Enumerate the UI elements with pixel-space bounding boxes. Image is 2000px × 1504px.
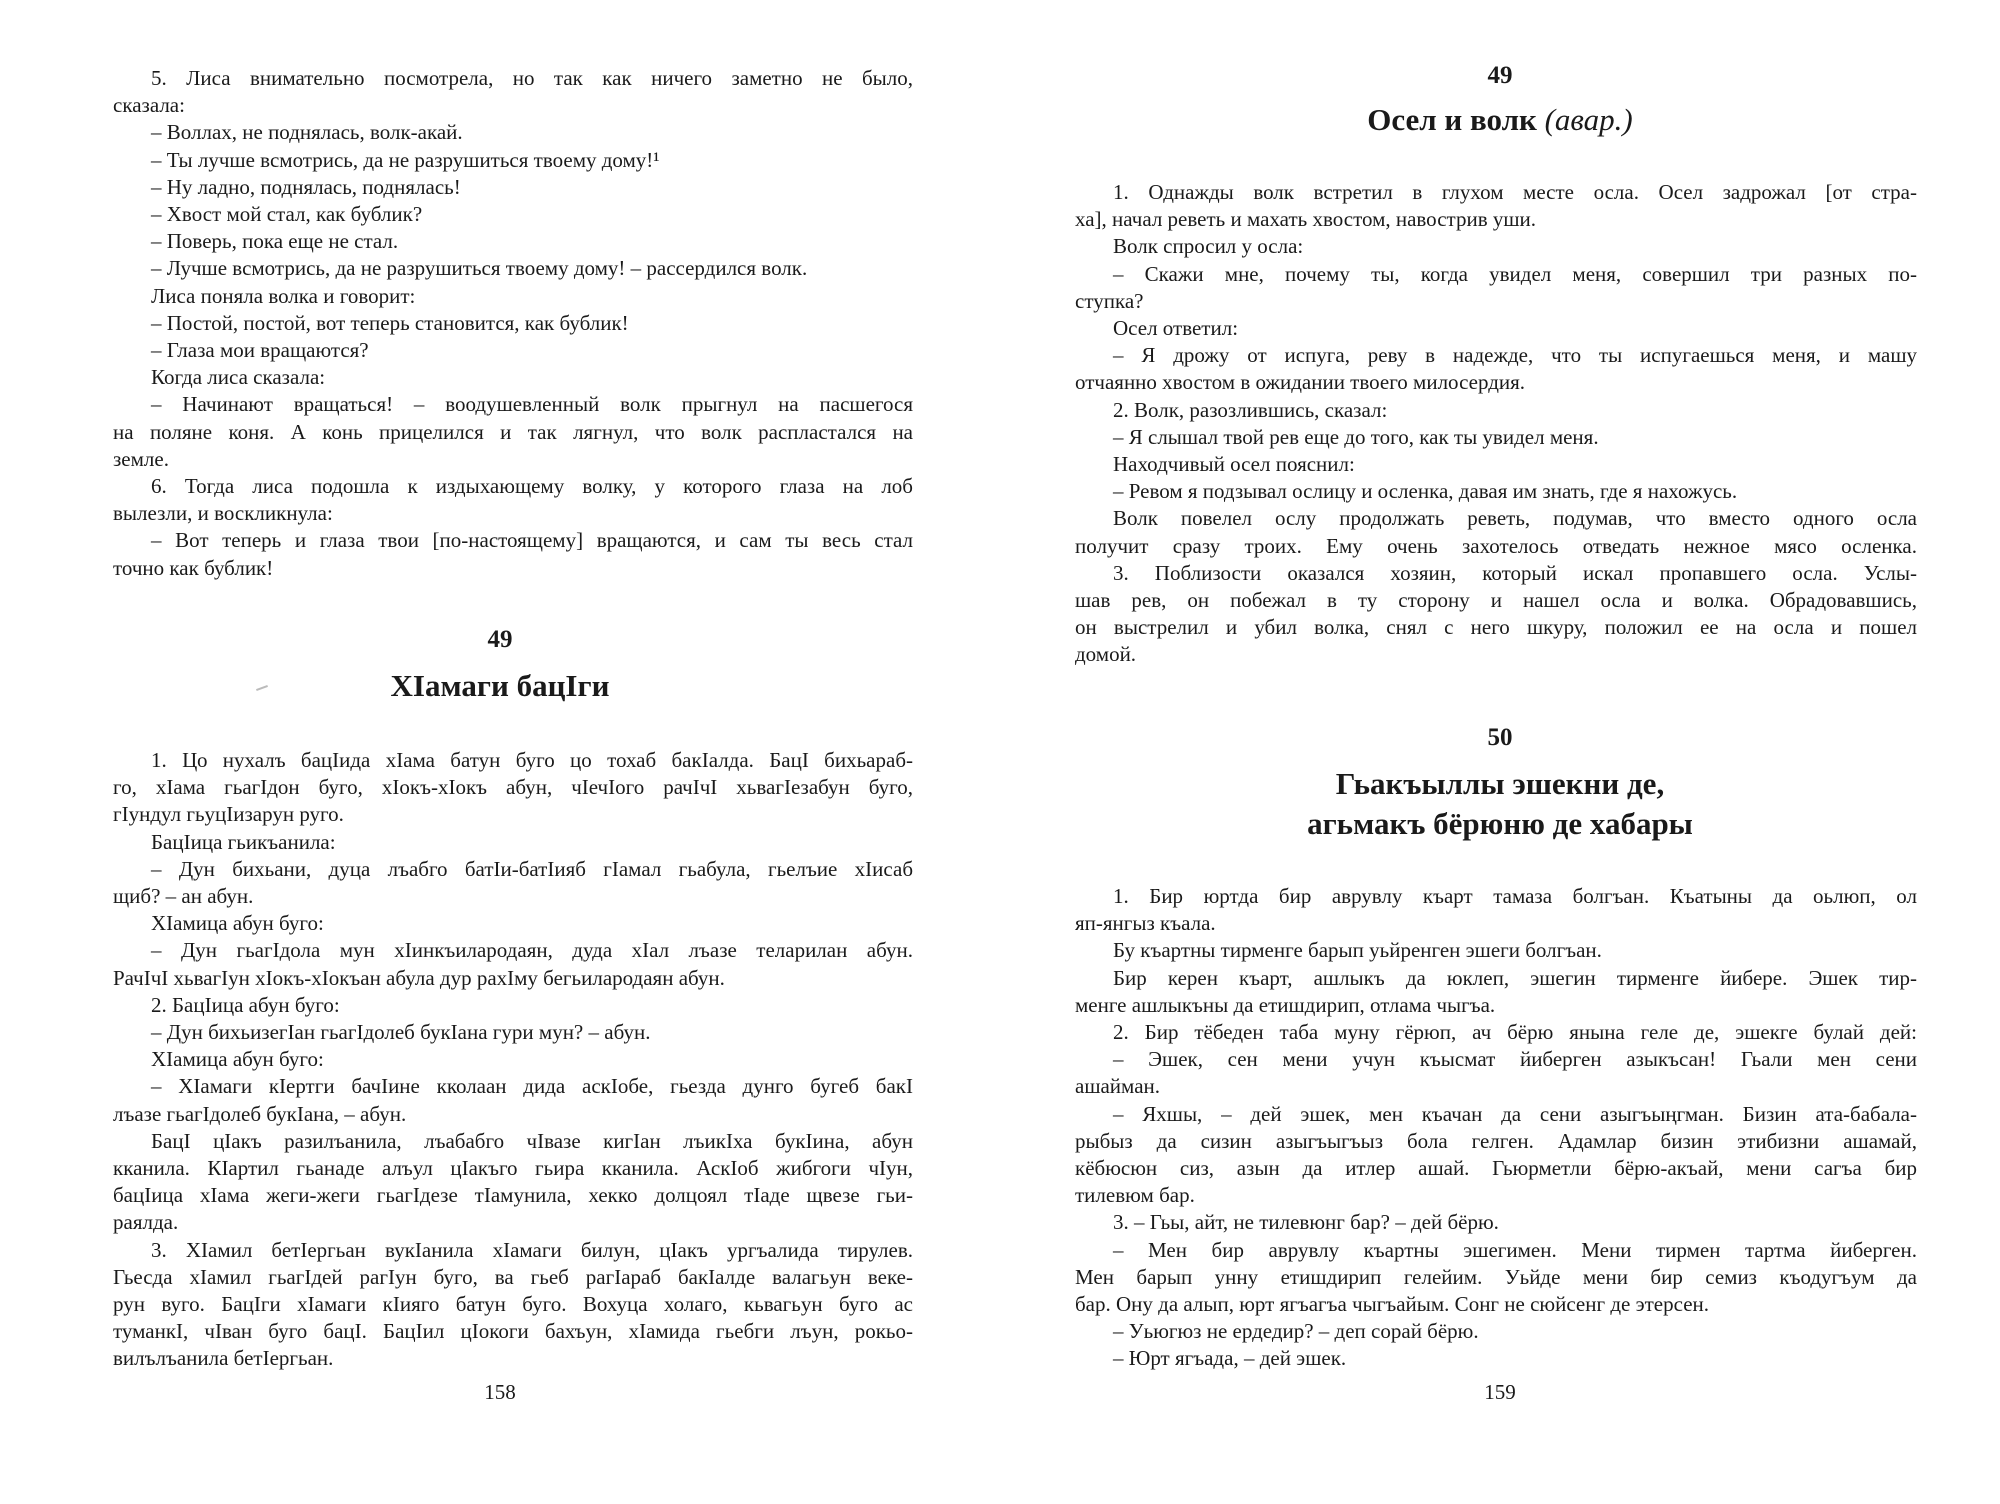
right-story1-number: 49	[1487, 62, 1513, 89]
text-line: ашайман.	[1075, 1074, 1161, 1099]
text-line: – Ну ладно, поднялась, поднялась!	[151, 174, 461, 199]
right-story2-title-line1: Гьакъыллы эшекни де,	[1335, 766, 1665, 801]
left-story-title: ХIамаги бацIги	[390, 668, 610, 703]
text-line: РачIчI хьвагIун хIокъ-хIокъан абула дур рахIму бегьилародаян абун.	[113, 965, 725, 990]
text-line: на поляне коня. А конь прицелился и так лягнул, что волк распластался на	[113, 419, 913, 444]
text-line: раялда.	[113, 1210, 179, 1235]
text-line: – Скажи мне, почему ты, когда увидел меня, совершил три разных по-	[1113, 261, 1917, 286]
right-story2-title-line2: агьмакъ бёрюню де хабары	[1307, 806, 1693, 841]
text-line: яп-янгыз къала.	[1075, 911, 1216, 936]
text-line: вилълъанила бетIергьан.	[113, 1346, 334, 1371]
text-line: – Поверь, пока еще не стал.	[151, 229, 399, 254]
text-line: – Я дрожу от испуга, реву в надежде, что ты испугаешься меня, и машу	[1113, 343, 1917, 368]
text-line: 6. Тогда лиса подошла к издыхающему волку, у которого глаза на лоб	[151, 474, 913, 498]
text-line: лъазе гьагIдолеб букIана, – абун.	[113, 1101, 407, 1126]
text-line: – Эшек, сен мени учун къысмат йиберген азыкъсан! Гьали мен сени	[1113, 1047, 1917, 1072]
text-line: – Глаза мои вращаются?	[151, 338, 369, 362]
text-line: 2. БацIица абун буго:	[151, 992, 340, 1017]
text-line: Бу къартны тирменге барып уьйренген эшеги болгъан.	[1113, 938, 1602, 963]
text-line: бар. Ону да алып, юрт ягъагъа чыгъайым. Сонг не сюйсенг де этерсен.	[1075, 1292, 1709, 1316]
text-line: БацI цIакъ разилъанила, лъабабго чIвазе кигIан лъикIха букIина, абун	[151, 1128, 913, 1153]
text-line: 1. Однажды волк встретил в глухом месте осла. Осел задрожал [от стра-	[1113, 180, 1917, 204]
right-story1-title	[1000, 100, 2000, 140]
left-story-number: 49	[487, 626, 513, 653]
text-line: Находчивый осел пояснил:	[1113, 452, 1355, 476]
text-line: тилевюм бар.	[1075, 1183, 1195, 1208]
text-line: точно как бублик!	[113, 555, 274, 580]
text-line: вылезли, и воскликнула:	[113, 501, 333, 526]
text-line: ХIамица абун буго:	[151, 1047, 324, 1072]
text-line: – Дун бихьизегIан гьагIдолеб букIана гури мун? – абун.	[151, 1020, 651, 1044]
text-line: менге ашлыкъны да етишдирип, отлама чыгъа.	[1075, 992, 1496, 1017]
right-page	[1000, 0, 2000, 1504]
text-line: получит сразу троих. Ему очень захотелось отведать нежное мясо осленка.	[1075, 533, 1917, 558]
right-page-number: 159	[1484, 1380, 1516, 1404]
text-line: кканила. КIартил гьанаде алъул цIакъго гьира кканила. АскIоб жибгоги чIун,	[113, 1156, 913, 1180]
text-line: го, хIама гьагIдон буго, хIокъ-хIокъ абун, чIечIого рачIчI хьвагIезабун буго,	[113, 775, 913, 800]
text-line: – Я слышал твой рев еще до того, как ты увидел меня.	[1113, 424, 1599, 449]
text-line: Волк повелел ослу продолжать реветь, подумав, что вместо одного осла	[1113, 506, 1917, 531]
text-line: – Дун бихьани, дуца лъабго батIи-батIияб гIамал гьабула, гьелъие хIисаб	[151, 856, 913, 881]
text-line: – Ревом я подзывал ослицу и осленка, давая им знать, где я нахожусь.	[1113, 479, 1738, 504]
text-line: 1. Бир юртда бир аврувлу къарт тамаза болгъан. Къатыны да оьлюп, ол	[1113, 884, 1917, 908]
text-line: отчаянно хвостом в ожидании твоего милосердия.	[1075, 370, 1526, 395]
text-line: 3. Поблизости оказался хозяин, который искал пропавшего осла. Услы-	[1113, 560, 1917, 585]
text-line: Мен барып унну етишдирип гелейим. Уьйде мени бир семиз къодугъум да	[1075, 1264, 1917, 1289]
text-line: БацIица гьикъанила:	[151, 829, 336, 854]
text-line: – Ты лучше всмотрись, да не разрушиться твоему дому!¹	[151, 147, 660, 172]
text-line: – Дун гьагIдола мун хIинкъилародаян, дуда хIал лъазе теларилан абун.	[151, 938, 913, 963]
text-line: щиб? – ан абун.	[113, 884, 254, 908]
text-line: ХIамица абун буго:	[151, 911, 324, 936]
text-line: домой.	[1075, 642, 1137, 667]
text-line: – Мен бир аврувлу къартны эшегимен. Мени тирмен тартма йиберген.	[1113, 1237, 1917, 1262]
text-line: туманкI, чIван буго бацI. БацIил цIокоги бахъун, хIамида гьебги лъун, рокьо-	[113, 1319, 913, 1344]
text-line: – Яхшы, – дей эшек, мен къачан да сени азыгъыңгман. Бизин ата-бабала-	[1113, 1101, 1917, 1126]
right-story2-number: 50	[1487, 724, 1513, 751]
text-line: – Вот теперь и глаза твои [по-настоящему] вращаются, и сам ты весь стал	[151, 528, 913, 553]
text-line: бацIица хIама жеги-жеги гьагIдезе тIамунила, хекко долцоял тIаде щвезе гьи-	[113, 1183, 913, 1208]
text-line: 3. – Гьы, айт, не тилевюнг бар? – дей бёрю.	[1113, 1210, 1499, 1235]
text-line: ха], начал реветь и махать хвостом, навострив уши.	[1075, 207, 1537, 232]
text-line: кёбюсюн сиз, азын да итлер ашай. Гьюрметли бёрю-акъай, мени сагъа бир	[1075, 1156, 1917, 1180]
text-line: – Воллах, не поднялась, волк-акай.	[151, 120, 463, 145]
text-line: – Хвост мой стал, как бублик?	[151, 202, 423, 226]
text-line: – Уьюгюз не ердедир? – деп сорай бёрю.	[1113, 1319, 1479, 1344]
text-line: 3. ХIамил бетIергьан вукIанила хIамаги билун, цIакъ ургъалида тирулев.	[151, 1237, 913, 1262]
text-line: 5. Лиса внимательно посмотрела, но так как ничего заметно не было,	[151, 66, 913, 90]
text-line: рыбыз да сизин азыгъыгъыз бола гелген. Адамлар бизин этибизни ашамай,	[1075, 1128, 1917, 1153]
text-line: – Юрт ягъада, – дей эшек.	[1113, 1346, 1347, 1371]
text-line: 2. Волк, разозлившись, сказал:	[1113, 397, 1388, 422]
text-line: рун вуго. БацIги хIамаги кIияго батун буго. Вохуца холаго, кьвагьун буго ас	[113, 1292, 913, 1316]
text-line: Бир керен къарт, ашлыкъ да юклеп, эшегин тирменге йибере. Эшек тир-	[1113, 965, 1917, 990]
text-line: земле.	[113, 446, 169, 471]
text-line: – Постой, постой, вот теперь становится, как бублик!	[151, 310, 629, 335]
text-line: – Лучше всмотрись, да не разрушиться твоему дому! – рассердился волк.	[151, 256, 808, 281]
text-line: Лиса поняла волка и говорит:	[151, 283, 416, 308]
text-line: гIундул гьуцIизарун руго.	[113, 802, 344, 827]
text-line: ступка?	[1075, 288, 1144, 313]
left-page-number: 158	[484, 1380, 516, 1404]
text-line: – Начинают вращаться! – воодушевленный волк прыгнул на пасшегося	[151, 392, 913, 417]
text-line: Осел ответил:	[1113, 316, 1239, 340]
right-story1-title-note: (авар.)	[1544, 102, 1633, 137]
text-line: шав рев, он побежал в ту сторону и нашел осла и волка. Обрадовавшись,	[1075, 588, 1917, 612]
text-line: 2. Бир тёбеден таба муну гёрюп, ач бёрю янына геле де, эшекге булай дей:	[1113, 1020, 1917, 1044]
text-line: Когда лиса сказала:	[151, 365, 326, 390]
text-line: Волк спросил у осла:	[1113, 234, 1304, 259]
right-story1-title-main: Осел и волк	[1367, 102, 1537, 137]
text-line: – ХIамаги кIертги бачIине кколаан дида аскIобе, гьезда дунго бугеб бакI	[151, 1074, 913, 1099]
text-line: Гьесда хIамил гьагIдей рагIун буго, ва гьеб рагIараб бакIалде валагьун веке-	[113, 1264, 913, 1289]
text-line: 1. Цо нухалъ бацIида хIама батун буго цо тохаб бакIалда. БацI бихьараб-	[151, 748, 913, 772]
text-line: он выстрелил и убил волка, снял с него шкуру, положил ее на осла и пошел	[1075, 615, 1917, 640]
text-line: сказала:	[113, 93, 185, 118]
